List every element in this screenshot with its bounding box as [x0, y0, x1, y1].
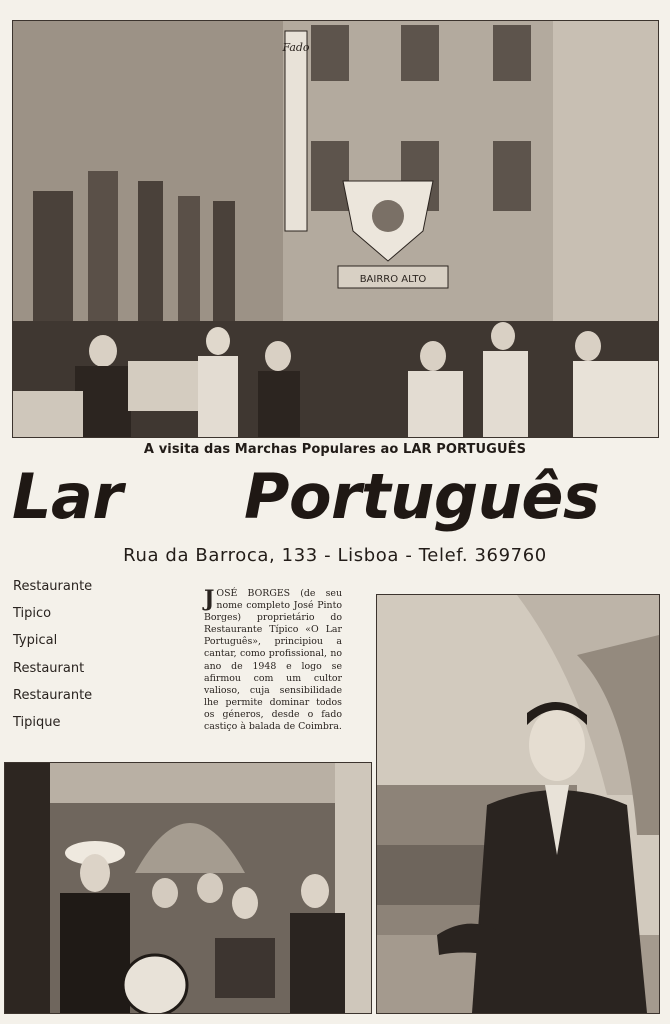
photo-caption: A visita das Marchas Populares ao LAR PORTUGUÊS: [143, 442, 527, 457]
restaurant-type-list: [13, 578, 133, 741]
bio-dropcap: J: [204, 586, 215, 612]
owner-biography: [204, 588, 342, 733]
banner-text: BAIRRO ALTO: [359, 274, 427, 285]
bio-text: (de seu nome completo José Pinto Borges) proprietário do Restaurante Típico «O Lar Português», principiou a cantar, como profissional, no ano de 1948 e logo se afirmou com um cultor valioso, cuja sensibilidade lhe permite dominar todos os géneros, desde o fado castiço à balada de Coimbra.: [204, 588, 342, 733]
type-item: Restaurante: [13, 687, 93, 703]
fado-sign-text: Fado: [282, 41, 310, 54]
brand-word-portugues: Português: [244, 460, 600, 533]
musicians-image: [5, 763, 371, 1013]
restaurant-brand: [0, 458, 670, 538]
type-item: Restaurant: [13, 660, 85, 676]
type-item: Restaurante: [13, 579, 93, 594]
musicians-photo: [4, 762, 372, 1014]
bio-name: OSÉ BORGES: [216, 588, 291, 599]
street-scene-image: [13, 21, 658, 437]
marchas-populares-photo: [12, 20, 659, 438]
brand-word-lar: Lar: [12, 460, 123, 533]
type-item: Tipico: [13, 606, 52, 622]
address-line: Rua da Barroca, 133 - Lisboa - Telef. 369760: [123, 545, 547, 566]
jose-borges-photo: [376, 594, 660, 1014]
type-item: Typical: [13, 633, 58, 649]
type-item: Tipique: [13, 714, 61, 730]
portrait-image: [377, 595, 659, 1013]
